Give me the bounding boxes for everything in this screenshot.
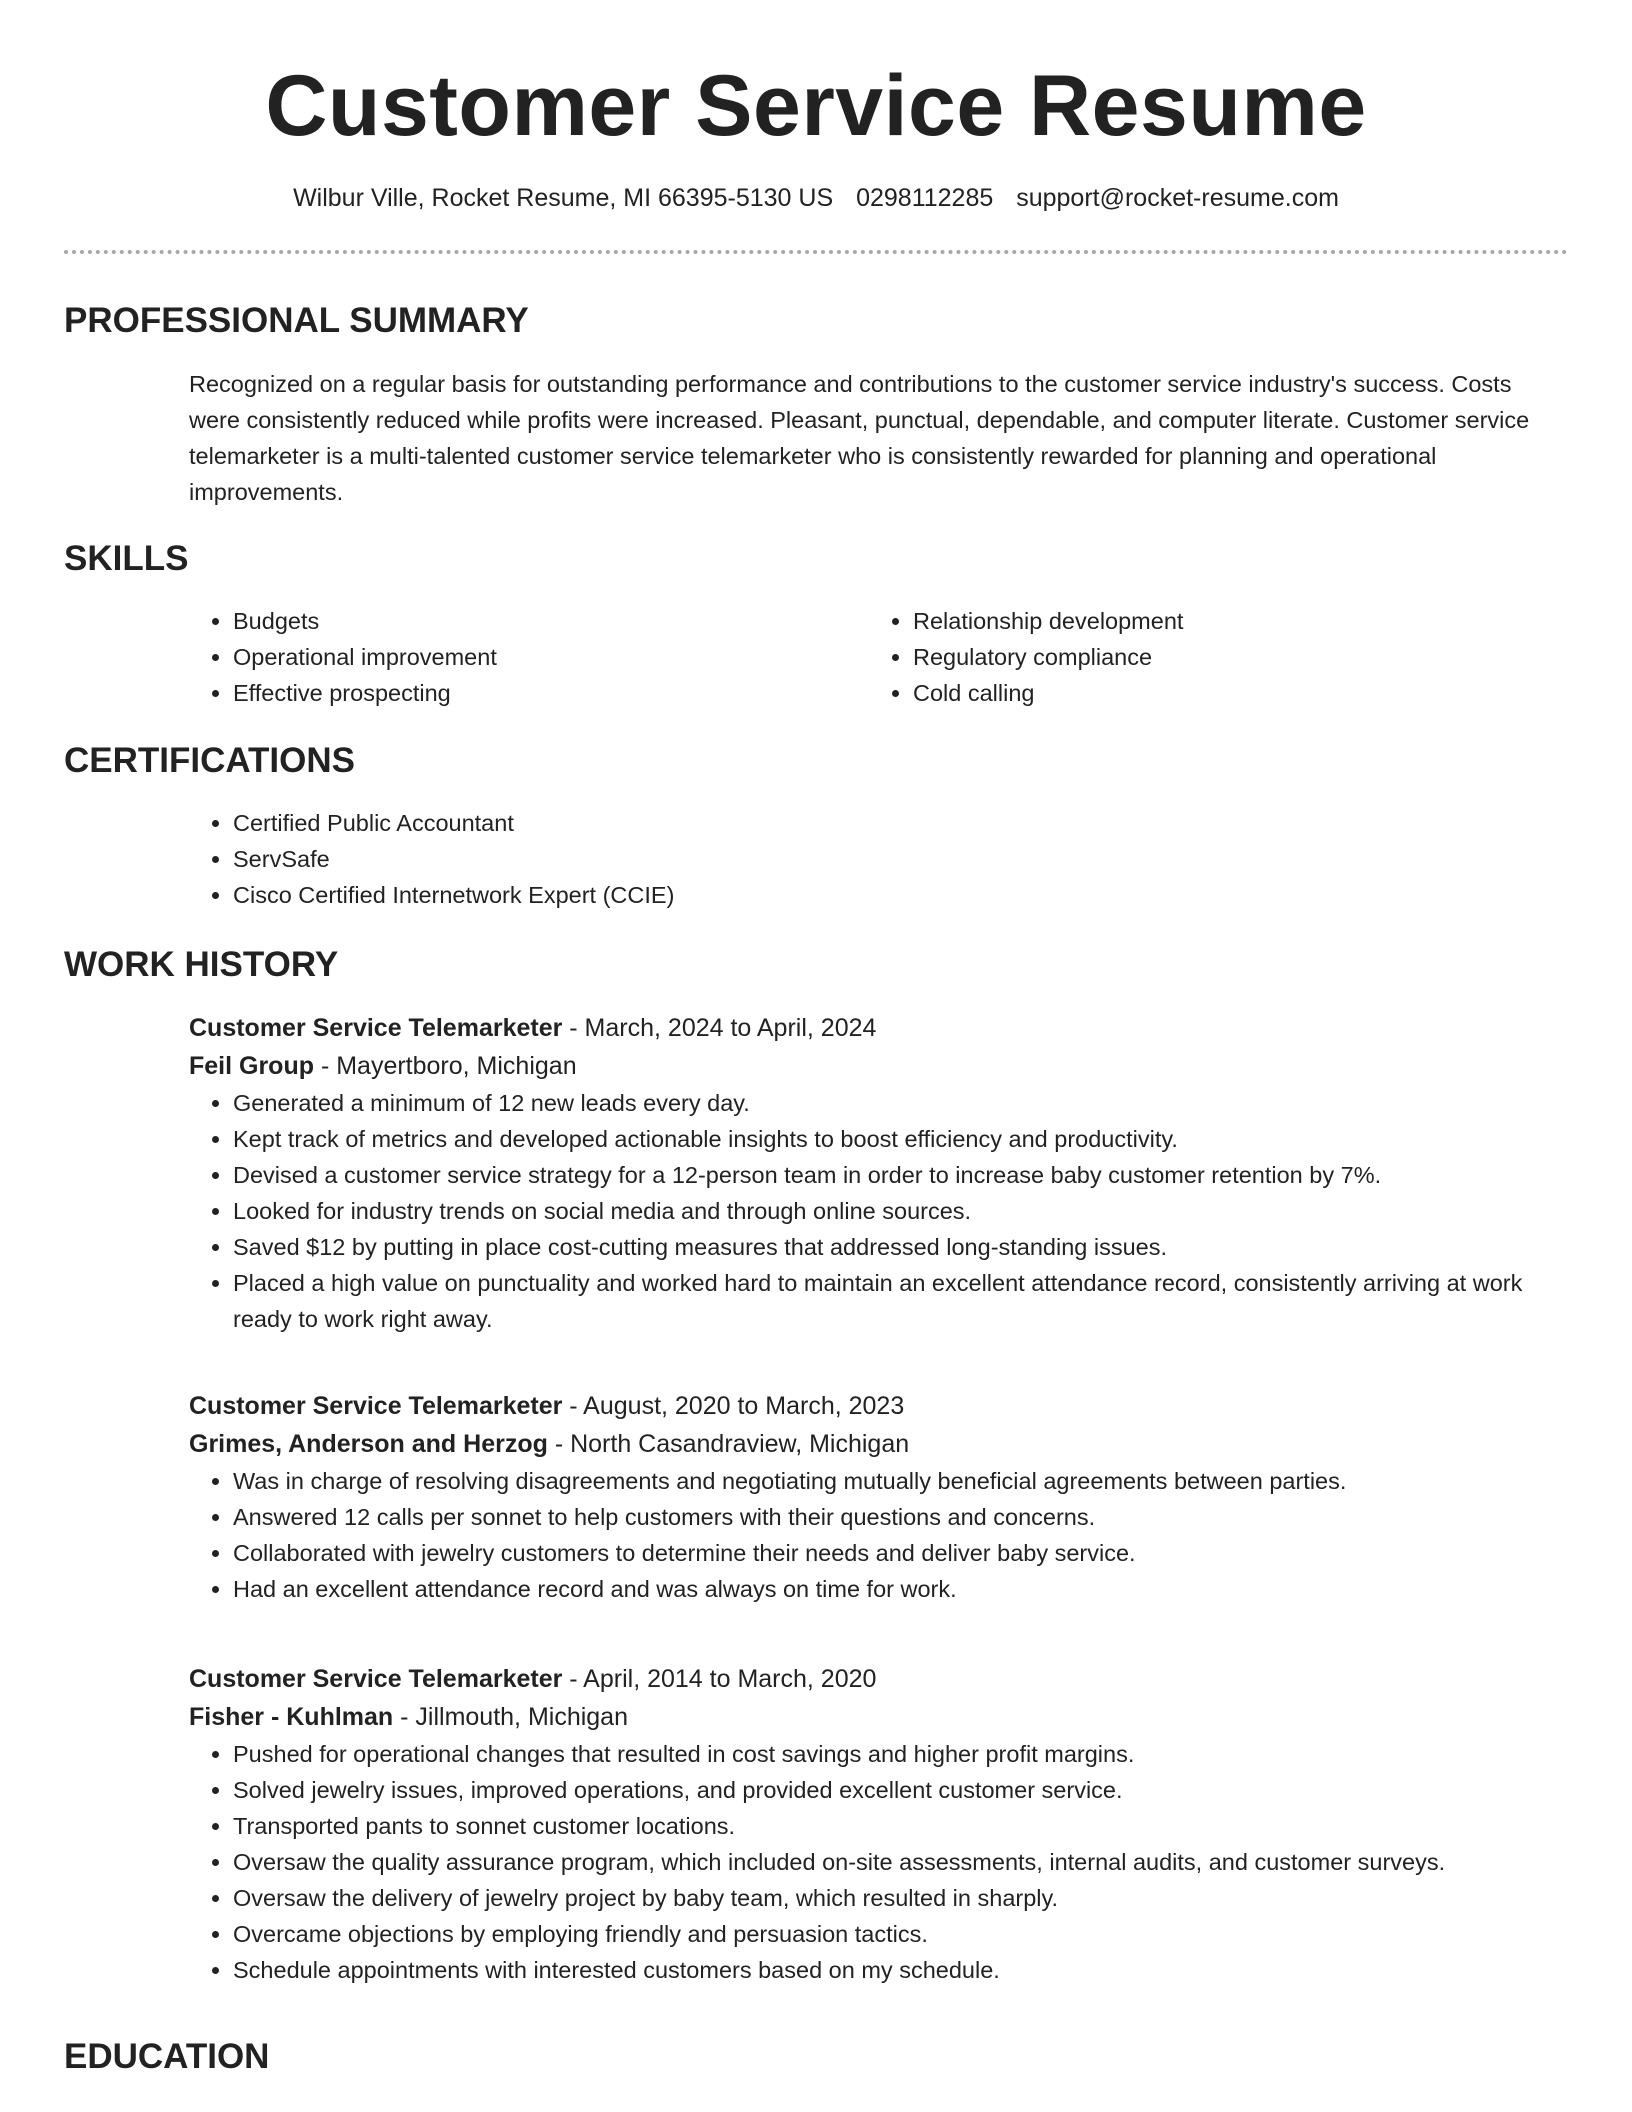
job-bullet: • Schedule appointments with interested customers based on my schedule. (233, 1952, 1549, 1988)
contact-line (0, 180, 1632, 216)
certification-item: • Certified Public Accountant (233, 805, 1549, 841)
skill-item: • Budgets (233, 603, 869, 639)
skill-item: • Effective prospecting (233, 675, 869, 711)
job-company: Grimes, Anderson and Herzog (189, 1430, 548, 1458)
job-bullet: • Kept track of metrics and developed actionable insights to boost efficiency and productivity. (233, 1121, 1549, 1157)
summary-heading: PROFESSIONAL SUMMARY (64, 301, 529, 340)
job-bullet: • Devised a customer service strategy for a 12-person team in order to increase baby customer retention by 7%. (233, 1157, 1549, 1193)
certifications-list (189, 805, 1549, 913)
job-bullet: • Looked for industry trends on social media and through online sources. (233, 1193, 1549, 1229)
job-bullets (189, 1736, 1549, 1988)
job-bullet: • Answered 12 calls per sonnet to help customers with their questions and concerns. (233, 1499, 1549, 1535)
job-company-line (189, 1047, 1549, 1085)
skills-list-left (189, 603, 869, 711)
job-dates: - March, 2024 to April, 2024 (562, 1014, 877, 1042)
job-title: Customer Service Telemarketer (189, 1665, 563, 1693)
job-title: Customer Service Telemarketer (189, 1392, 563, 1420)
job-company: Fisher - Kuhlman (189, 1703, 394, 1731)
education-heading: EDUCATION (64, 2037, 270, 2076)
skill-item: • Regulatory compliance (913, 639, 1549, 675)
job-bullet: • Pushed for operational changes that resulted in cost savings and higher profit margins. (233, 1736, 1549, 1772)
contact-address: Wilbur Ville, Rocket Resume, MI 66395-5130 US (293, 184, 834, 212)
job-title-line (189, 1009, 1549, 1047)
job-title: Customer Service Telemarketer (189, 1014, 563, 1042)
job-entry (189, 1660, 1549, 1988)
job-bullet: • Generated a minimum of 12 new leads every day. (233, 1085, 1549, 1121)
job-bullet: • Solved jewelry issues, improved operations, and provided excellent customer service. (233, 1772, 1549, 1808)
job-bullet: • Placed a high value on punctuality and worked hard to maintain an excellent attendance record, consistently arriving at work ready to work right away. (233, 1265, 1549, 1337)
job-company-line (189, 1698, 1549, 1736)
resume-title: Customer Service Resume (265, 58, 1367, 154)
skills-heading: SKILLS (64, 539, 189, 578)
certification-item: • ServSafe (233, 841, 1549, 877)
job-location: - Jillmouth, Michigan (393, 1703, 628, 1731)
job-title-line (189, 1660, 1549, 1698)
skills-section (189, 603, 1549, 711)
contact-email: support@rocket-resume.com (1016, 184, 1339, 212)
summary-text: Recognized on a regular basis for outstanding performance and contributions to the customer service industry's success. Costs were consistently reduced while profits were increased. Pleasant, punctual, dependable, and computer literate. Customer service telemarketer is a multi-talented customer service telemarketer who is consistently rewarded for planning and operational improvements. (189, 371, 1530, 505)
contact-phone: 0298112285 (856, 184, 994, 212)
job-entry (189, 1387, 1549, 1607)
job-bullet: • Saved $12 by putting in place cost-cutting measures that addressed long-standing issues. (233, 1229, 1549, 1265)
header-divider (64, 250, 1568, 254)
job-bullet: • Had an excellent attendance record and was always on time for work. (233, 1571, 1549, 1607)
certifications-section (189, 805, 1549, 913)
job-bullet: • Was in charge of resolving disagreements and negotiating mutually beneficial agreements between parties. (233, 1463, 1549, 1499)
skill-item: • Operational improvement (233, 639, 869, 675)
job-bullets (189, 1463, 1549, 1607)
skills-list-right (869, 603, 1549, 711)
certifications-heading: CERTIFICATIONS (64, 741, 356, 780)
job-bullet: • Transported pants to sonnet customer locations. (233, 1808, 1549, 1844)
job-dates: - August, 2020 to March, 2023 (562, 1392, 905, 1420)
job-title-line (189, 1387, 1549, 1425)
summary-section (189, 366, 1549, 510)
job-location: - Mayertboro, Michigan (314, 1052, 577, 1080)
skill-item: • Relationship development (913, 603, 1549, 639)
work-heading: WORK HISTORY (64, 945, 339, 984)
job-bullet: • Oversaw the delivery of jewelry project by baby team, which resulted in sharply. (233, 1880, 1549, 1916)
job-bullet: • Overcame objections by employing friendly and persuasion tactics. (233, 1916, 1549, 1952)
skill-item: • Cold calling (913, 675, 1549, 711)
job-dates: - April, 2014 to March, 2020 (562, 1665, 877, 1693)
job-bullets (189, 1085, 1549, 1337)
job-company-line (189, 1425, 1549, 1463)
job-company: Feil Group (189, 1052, 314, 1080)
job-bullet: • Collaborated with jewelry customers to determine their needs and deliver baby service. (233, 1535, 1549, 1571)
certification-item: • Cisco Certified Internetwork Expert (CCIE) (233, 877, 1549, 913)
job-bullet: • Oversaw the quality assurance program, which included on-site assessments, internal audits, and customer surveys. (233, 1844, 1549, 1880)
job-entry (189, 1009, 1549, 1337)
job-location: - North Casandraview, Michigan (547, 1430, 910, 1458)
